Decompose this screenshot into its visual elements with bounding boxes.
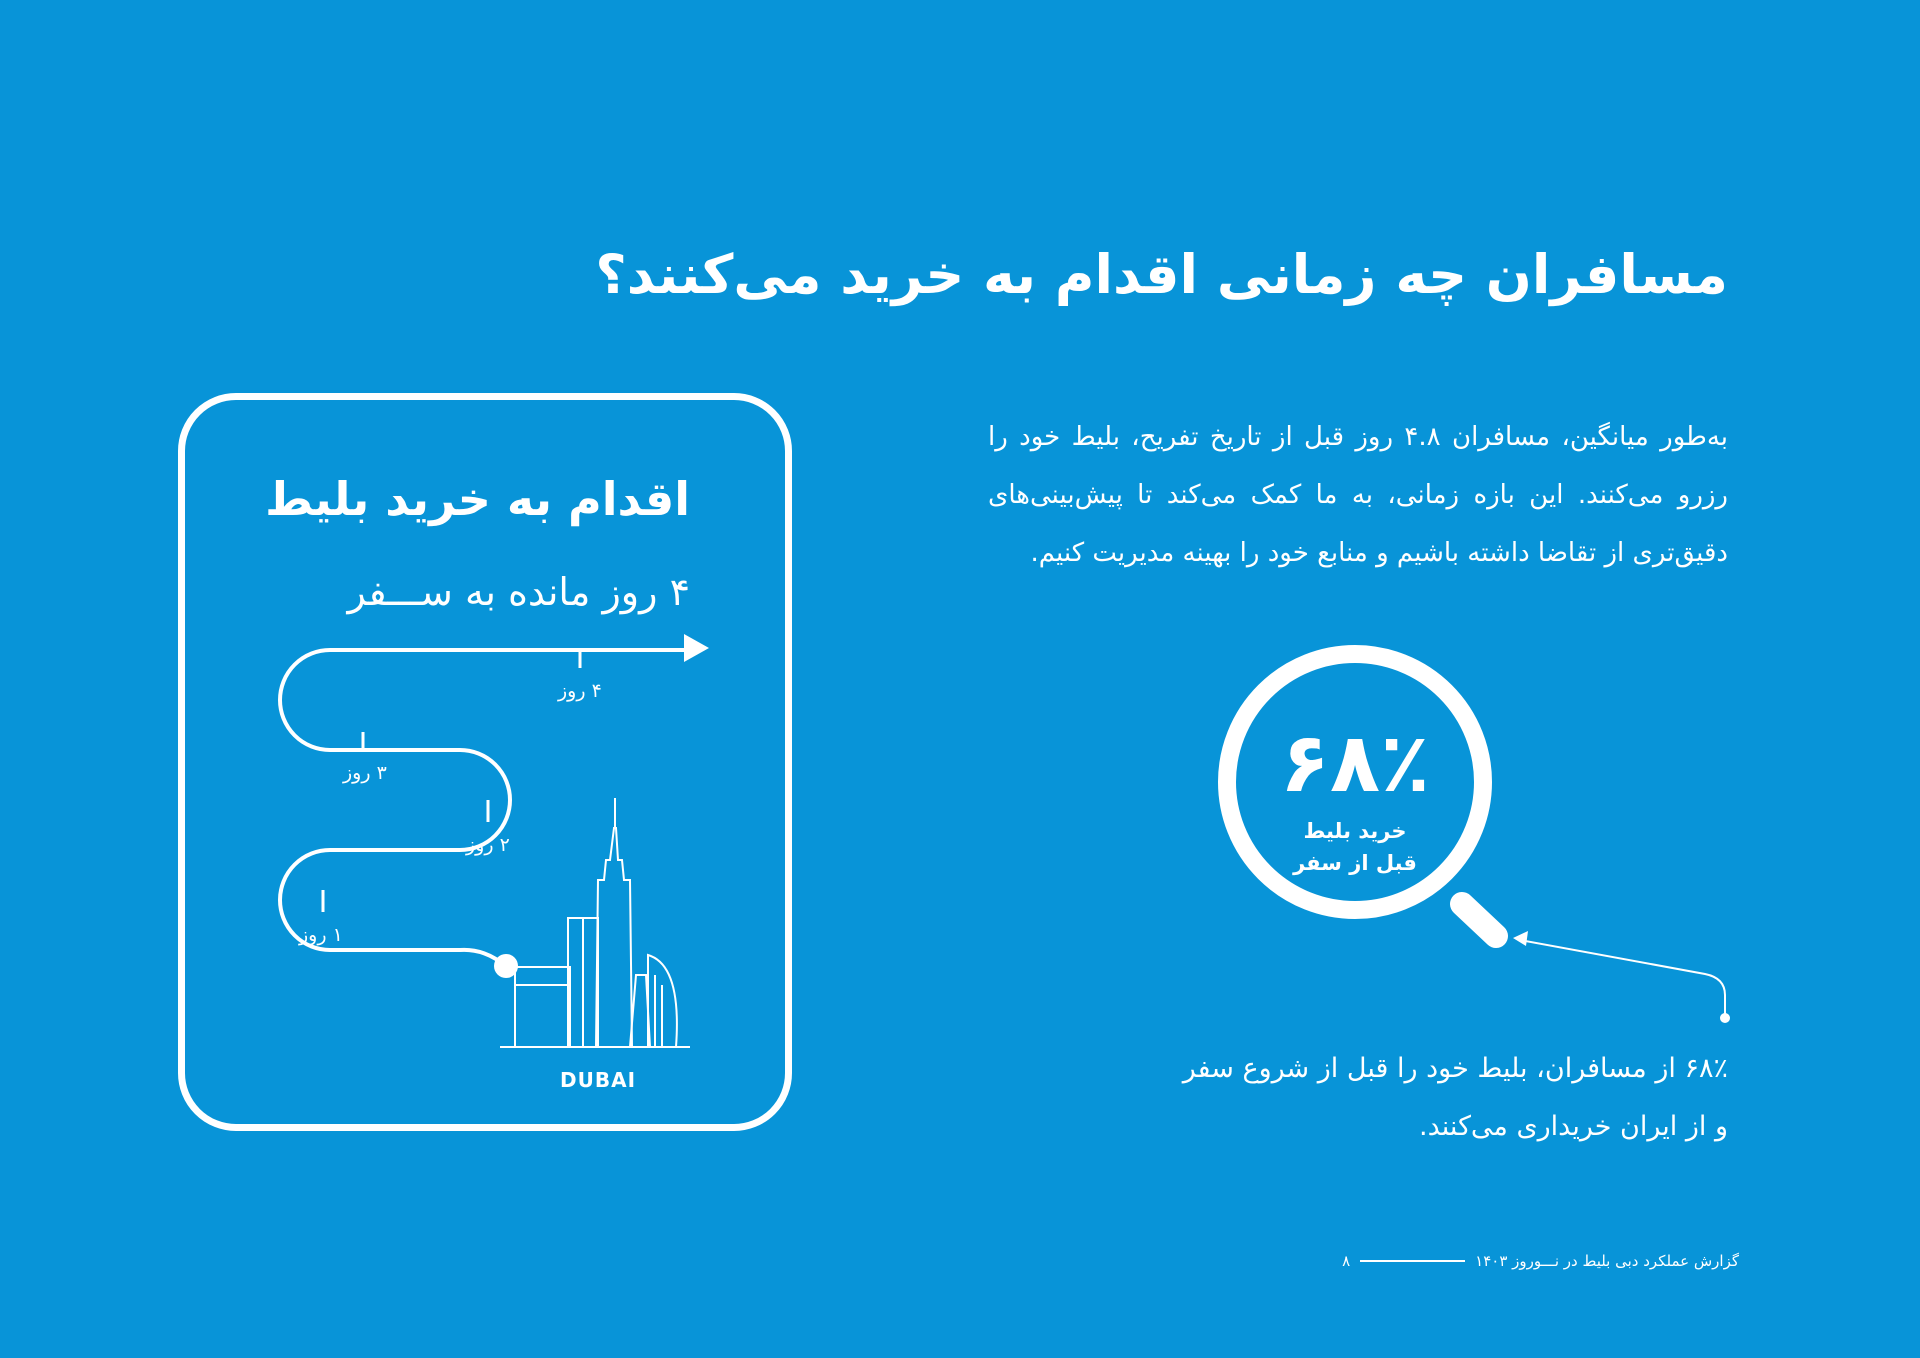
stat-note: ۶۸٪ از مسافران، بلیط خود را قبل از شروع سفر و از ایران خریداری می‌کنند. [1182, 1053, 1728, 1142]
stat-caption-line-2: قبل از سفر [1293, 851, 1417, 875]
timeline-arrowhead [684, 634, 709, 662]
card-subtitle: ۴ روز مانده به ســـفر [347, 570, 690, 614]
stat-caption-line-1: خرید بلیط [1303, 819, 1407, 843]
dubai-skyline-icon [500, 798, 690, 1047]
day-label-1: ۱ روز [299, 924, 343, 946]
footer-report-title: گزارش عملکرد دبی بلیط در نـــوروز ۱۴۰۳ [1475, 1252, 1739, 1270]
stat-caption [1218, 815, 1492, 879]
card-title: اقدام به خرید بلیط [265, 472, 690, 526]
magnifier-handle [1462, 904, 1496, 936]
page-number: ۸ [1342, 1252, 1351, 1270]
footer-rule [1360, 1260, 1465, 1262]
stat-value: ۶۸٪ [1279, 716, 1431, 811]
page-footer [1342, 1252, 1739, 1270]
day-label-2: ۲ روز [466, 834, 510, 856]
day-label-4: ۴ روز [558, 680, 602, 702]
page-title: مسافران چه زمانی اقدام به خرید می‌کنند؟ [595, 243, 1728, 306]
day-label-3: ۳ روز [343, 762, 387, 784]
timeline-path [280, 650, 700, 966]
pointer-arrowhead [1513, 931, 1528, 946]
pointer-arrow [1520, 940, 1725, 1016]
pointer-dot [1720, 1013, 1730, 1023]
intro-paragraph: به‌طور میانگین، مسافران ۴.۸ روز قبل از تاریخ تفریح، بلیط خود را رزرو می‌کنند. این بازه زمانی، به ما کمک می‌کند تا پیش‌بینی‌های دقیق‌تری از تقاضا داشته باشیم و منابع خود را بهینه مدیریت کنیم. [988, 422, 1728, 568]
city-label: DUBAI [560, 1068, 637, 1092]
